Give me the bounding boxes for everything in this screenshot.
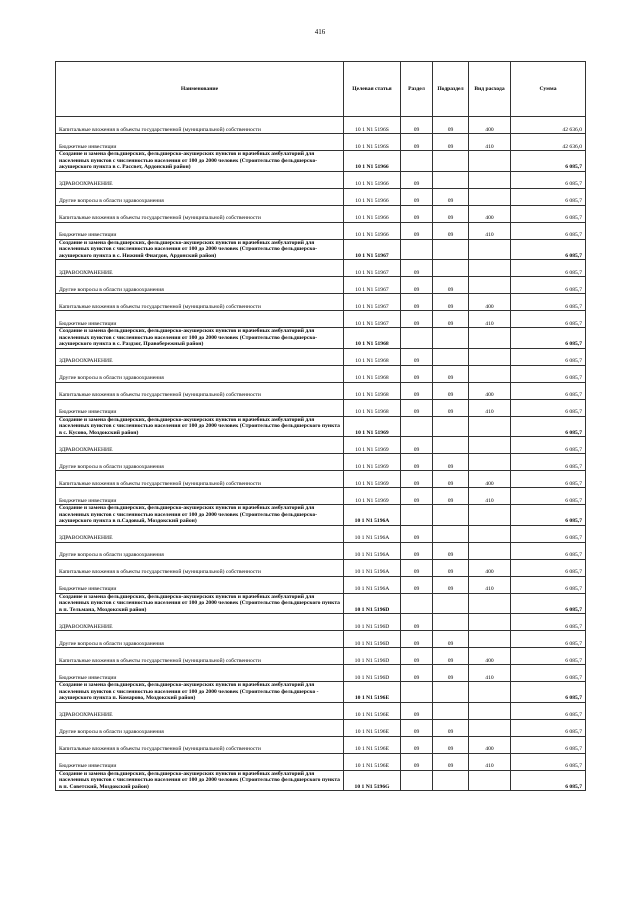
table-row [56, 311, 586, 328]
cell-code: 10 1 N1 51969 [344, 471, 401, 488]
cell-section: 09 [401, 488, 433, 505]
cell-subsection: 09 [433, 399, 469, 416]
cell-subsection: 09 [433, 648, 469, 665]
header-name: Наименование [56, 62, 344, 117]
cell-name: Другие вопросы в области здравоохранения [56, 188, 344, 205]
cell-sum: 6 085,7 [511, 682, 586, 703]
table-row [56, 665, 586, 682]
cell-sum: 6 085,7 [511, 365, 586, 382]
cell-expense-type: 400 [469, 736, 511, 753]
cell-sum: 6 085,7 [511, 488, 586, 505]
cell-subsection [433, 702, 469, 719]
cell-name: ЗДРАВООХРАНЕНИЕ [56, 348, 344, 365]
cell-name: ЗДРАВООХРАНЕНИЕ [56, 525, 344, 542]
cell-expense-type: 410 [469, 399, 511, 416]
cell-subsection [433, 525, 469, 542]
cell-code: 10 1 N1 5196D [344, 614, 401, 631]
cell-code: 10 1 N1 51966 [344, 222, 401, 239]
cell-name: Другие вопросы в области здравоохранения [56, 719, 344, 736]
table-row-group-heading [56, 416, 586, 437]
cell-subsection: 09 [433, 311, 469, 328]
cell-name: Бюджетные инвестиции [56, 753, 344, 770]
table-row [56, 437, 586, 454]
cell-expense-type [469, 239, 511, 260]
cell-expense-type: 410 [469, 576, 511, 593]
table-row [56, 488, 586, 505]
cell-code: 10 1 N1 51968 [344, 382, 401, 399]
cell-section: 09 [401, 559, 433, 576]
cell-code: 10 1 N1 51966 [344, 151, 401, 172]
cell-name: Другие вопросы в области здравоохранения [56, 542, 344, 559]
cell-subsection: 09 [433, 736, 469, 753]
cell-name: ЗДРАВООХРАНЕНИЕ [56, 437, 344, 454]
cell-subsection: 09 [433, 753, 469, 770]
table-row [56, 719, 586, 736]
table-row [56, 614, 586, 631]
cell-expense-type [469, 151, 511, 172]
cell-sum: 6 085,7 [511, 454, 586, 471]
cell-sum: 6 085,7 [511, 614, 586, 631]
cell-expense-type: 410 [469, 488, 511, 505]
header-subsection: Подраздел [433, 62, 469, 117]
cell-section: 09 [401, 736, 433, 753]
cell-subsection [433, 614, 469, 631]
cell-code: 10 1 N1 51969 [344, 416, 401, 437]
cell-expense-type [469, 328, 511, 349]
cell-sum: 6 085,7 [511, 559, 586, 576]
table-row [56, 454, 586, 471]
cell-name: Бюджетные инвестиции [56, 665, 344, 682]
cell-sum: 6 085,7 [511, 294, 586, 311]
cell-sum: 6 085,7 [511, 416, 586, 437]
cell-code: 10 1 N1 5196A [344, 542, 401, 559]
cell-subsection: 09 [433, 117, 469, 134]
cell-section: 09 [401, 348, 433, 365]
table-row [56, 260, 586, 277]
page-number: 416 [314, 28, 326, 36]
table-row [56, 525, 586, 542]
cell-subsection: 09 [433, 188, 469, 205]
cell-subsection [433, 260, 469, 277]
cell-section: 09 [401, 117, 433, 134]
cell-expense-type [469, 525, 511, 542]
cell-name: Создание и замена фельдшерских, фельдшерско-акушерских пунктов и врачебных амбулаторий для населенных пунктов с численностью населения от 100 до 2000 человек (Строительство фельдшерско-акушерского пункта в п.Садовый, Моздокский район) [56, 505, 344, 526]
cell-subsection: 09 [433, 365, 469, 382]
cell-section: 09 [401, 719, 433, 736]
table-row [56, 171, 586, 188]
table-row [56, 277, 586, 294]
cell-name: Создание и замена фельдшерских, фельдшерско-акушерских пунктов и врачебных амбулаторий для населенных пунктов с численностью населения от 100 до 2000 человек (Строительство фельдшерско-акушерского пункта в с. Раздзог, Правобережный район) [56, 328, 344, 349]
cell-section: 09 [401, 260, 433, 277]
cell-code: 10 1 N1 51967 [344, 260, 401, 277]
cell-expense-type: 400 [469, 205, 511, 222]
table-row [56, 631, 586, 648]
cell-name: Другие вопросы в области здравоохранения [56, 454, 344, 471]
cell-name: Капитальные вложения в объекты государственной (муниципальной) собственности [56, 648, 344, 665]
table-row [56, 736, 586, 753]
cell-name: Капитальные вложения в объекты государственной (муниципальной) собственности [56, 117, 344, 134]
cell-subsection [433, 151, 469, 172]
table-row [56, 222, 586, 239]
cell-sum: 6 085,7 [511, 471, 586, 488]
cell-expense-type [469, 416, 511, 437]
cell-name: Создание и замена фельдшерских, фельдшерско-акушерских пунктов и врачебных амбулаторий для населенных пунктов с численностью населения от 100 до 2000 человек (Строительство фельдшерско-акушерского пункта в с. Нижний Фиагдон, Ардонский район) [56, 239, 344, 260]
cell-sum: 6 085,7 [511, 770, 586, 791]
header-section: Раздел [401, 62, 433, 117]
table-row-group-heading [56, 505, 586, 526]
cell-expense-type [469, 348, 511, 365]
cell-sum: 6 085,7 [511, 525, 586, 542]
cell-subsection [433, 505, 469, 526]
cell-name: Капитальные вложения в объекты государственной (муниципальной) собственности [56, 205, 344, 222]
cell-sum: 6 085,7 [511, 311, 586, 328]
cell-subsection: 09 [433, 542, 469, 559]
table-row [56, 188, 586, 205]
cell-code: 10 1 N1 5196A [344, 576, 401, 593]
cell-code: 10 1 N1 5196E [344, 702, 401, 719]
cell-section [401, 682, 433, 703]
cell-expense-type [469, 365, 511, 382]
table-row-group-heading [56, 593, 586, 614]
cell-code: 10 1 N1 51968 [344, 365, 401, 382]
cell-code: 10 1 N1 5196A [344, 505, 401, 526]
cell-name: Бюджетные инвестиции [56, 222, 344, 239]
table-row [56, 117, 586, 134]
cell-sum: 6 085,7 [511, 593, 586, 614]
cell-sum: 42 636,0 [511, 134, 586, 151]
cell-expense-type [469, 454, 511, 471]
cell-code: 10 1 N1 5196D [344, 593, 401, 614]
header-code: Целевая статья [344, 62, 401, 117]
cell-section: 09 [401, 205, 433, 222]
cell-sum: 6 085,7 [511, 399, 586, 416]
cell-expense-type: 400 [469, 382, 511, 399]
cell-subsection: 09 [433, 205, 469, 222]
cell-section: 09 [401, 188, 433, 205]
cell-name: Капитальные вложения в объекты государственной (муниципальной) собственности [56, 736, 344, 753]
cell-name: Бюджетные инвестиции [56, 311, 344, 328]
cell-sum: 6 085,7 [511, 151, 586, 172]
cell-name: Создание и замена фельдшерских, фельдшерско-акушерских пунктов и врачебных амбулаторий для населенных пунктов с численностью населения от 100 до 2000 человек (Строительство фельдшерского пункта в п. Советский, Моздокский район) [56, 770, 344, 791]
cell-code: 10 1 N1 51969 [344, 454, 401, 471]
cell-section: 09 [401, 294, 433, 311]
table-row [56, 648, 586, 665]
table-header-row [56, 62, 586, 117]
cell-sum: 6 085,7 [511, 702, 586, 719]
cell-expense-type [469, 505, 511, 526]
cell-section: 09 [401, 134, 433, 151]
table-row [56, 542, 586, 559]
cell-code: 10 1 N1 5196E [344, 736, 401, 753]
table-row [56, 702, 586, 719]
cell-name: Бюджетные инвестиции [56, 399, 344, 416]
table-row [56, 134, 586, 151]
cell-expense-type [469, 593, 511, 614]
cell-sum: 6 085,7 [511, 736, 586, 753]
cell-name: Бюджетные инвестиции [56, 576, 344, 593]
table-row [56, 559, 586, 576]
cell-expense-type: 400 [469, 648, 511, 665]
cell-name: Бюджетные инвестиции [56, 134, 344, 151]
cell-section [401, 505, 433, 526]
cell-section: 09 [401, 631, 433, 648]
cell-expense-type [469, 631, 511, 648]
table-row [56, 471, 586, 488]
cell-expense-type: 410 [469, 311, 511, 328]
cell-subsection [433, 682, 469, 703]
cell-sum: 6 085,7 [511, 222, 586, 239]
cell-code: 10 1 N1 51967 [344, 239, 401, 260]
cell-code: 10 1 N1 51968 [344, 348, 401, 365]
table-row [56, 205, 586, 222]
cell-code: 10 1 N1 51969 [344, 437, 401, 454]
cell-section [401, 328, 433, 349]
cell-name: Другие вопросы в области здравоохранения [56, 365, 344, 382]
cell-expense-type [469, 614, 511, 631]
cell-sum: 6 085,7 [511, 328, 586, 349]
cell-code: 10 1 N1 5196D [344, 631, 401, 648]
cell-code: 10 1 N1 5196E [344, 719, 401, 736]
cell-name: Бюджетные инвестиции [56, 488, 344, 505]
cell-subsection: 09 [433, 471, 469, 488]
cell-name: Другие вопросы в области здравоохранения [56, 631, 344, 648]
cell-subsection [433, 171, 469, 188]
cell-name: Создание и замена фельдшерских, фельдшерско-акушерских пунктов и врачебных амбулаторий для населенных пунктов с численностью населения от 100 до 2000 человек (Строительство фельдшерского пункта в п. Тельмана, Моздокский район) [56, 593, 344, 614]
cell-section: 09 [401, 437, 433, 454]
cell-code: 10 1 N1 51966 [344, 188, 401, 205]
cell-subsection [433, 593, 469, 614]
cell-expense-type [469, 770, 511, 791]
cell-subsection [433, 770, 469, 791]
cell-subsection: 09 [433, 488, 469, 505]
cell-sum: 6 085,7 [511, 382, 586, 399]
cell-sum: 6 085,7 [511, 348, 586, 365]
cell-sum: 6 085,7 [511, 277, 586, 294]
cell-expense-type: 400 [469, 559, 511, 576]
cell-expense-type: 410 [469, 134, 511, 151]
cell-section: 09 [401, 222, 433, 239]
cell-expense-type [469, 719, 511, 736]
cell-name: ЗДРАВООХРАНЕНИЕ [56, 171, 344, 188]
cell-section: 09 [401, 382, 433, 399]
cell-sum: 6 085,7 [511, 188, 586, 205]
cell-sum: 6 085,7 [511, 437, 586, 454]
cell-sum: 6 085,7 [511, 576, 586, 593]
cell-expense-type [469, 171, 511, 188]
cell-subsection: 09 [433, 294, 469, 311]
cell-expense-type: 410 [469, 222, 511, 239]
table-row-group-heading [56, 328, 586, 349]
cell-name: Капитальные вложения в объекты государственной (муниципальной) собственности [56, 471, 344, 488]
cell-expense-type: 400 [469, 117, 511, 134]
cell-expense-type [469, 542, 511, 559]
table-body [56, 117, 586, 791]
table-row-group-heading [56, 770, 586, 791]
cell-subsection: 09 [433, 719, 469, 736]
cell-expense-type: 410 [469, 665, 511, 682]
cell-name: Создание и замена фельдшерских, фельдшерско-акушерских пунктов и врачебных амбулаторий для населенных пунктов с численностью населения от 100 до 2000 человек (Строительство фельдшерско-акушерского пункта в с. Рассвет, Ардонский район) [56, 151, 344, 172]
cell-expense-type [469, 702, 511, 719]
table-row [56, 382, 586, 399]
cell-section: 09 [401, 702, 433, 719]
cell-sum: 6 085,7 [511, 260, 586, 277]
table-row-group-heading [56, 239, 586, 260]
cell-name: ЗДРАВООХРАНЕНИЕ [56, 702, 344, 719]
cell-name: Создание и замена фельдшерских, фельдшерско-акушерских пунктов и врачебных амбулаторий для населенных пунктов с численностью населения от 100 до 2000 человек (Строительство фельдшерско - акушерского пункта п. Комарово, Моздокский район) [56, 682, 344, 703]
cell-sum: 6 085,7 [511, 753, 586, 770]
cell-section: 09 [401, 171, 433, 188]
cell-name: Другие вопросы в области здравоохранения [56, 277, 344, 294]
cell-subsection: 09 [433, 382, 469, 399]
cell-expense-type [469, 188, 511, 205]
cell-section [401, 416, 433, 437]
cell-section: 09 [401, 542, 433, 559]
cell-section: 09 [401, 277, 433, 294]
table-row-group-heading [56, 682, 586, 703]
cell-sum: 6 085,7 [511, 648, 586, 665]
cell-subsection: 09 [433, 631, 469, 648]
cell-code: 10 1 N1 5196E [344, 682, 401, 703]
cell-expense-type [469, 682, 511, 703]
cell-sum: 6 085,7 [511, 631, 586, 648]
cell-name: ЗДРАВООХРАНЕНИЕ [56, 614, 344, 631]
header-sum: Сумма [511, 62, 586, 117]
cell-expense-type [469, 437, 511, 454]
cell-code: 10 1 N1 51967 [344, 311, 401, 328]
cell-code: 10 1 N1 51968 [344, 399, 401, 416]
cell-section [401, 593, 433, 614]
cell-subsection [433, 328, 469, 349]
cell-expense-type [469, 277, 511, 294]
cell-subsection: 09 [433, 277, 469, 294]
table-row-group-heading [56, 151, 586, 172]
cell-subsection: 09 [433, 576, 469, 593]
cell-section: 09 [401, 525, 433, 542]
cell-code: 10 1 N1 5196A [344, 559, 401, 576]
table-row [56, 399, 586, 416]
header-expense-type: Вид расхода [469, 62, 511, 117]
cell-name: Создание и замена фельдшерских, фельдшерско-акушерских пунктов и врачебных амбулаторий для населенных пунктов с численностью населения от 100 до 2000 человек (Строительство фельдшерского пункта в с. Кусово, Моздокский район) [56, 416, 344, 437]
cell-subsection: 09 [433, 134, 469, 151]
cell-name: Капитальные вложения в объекты государственной (муниципальной) собственности [56, 382, 344, 399]
table-row [56, 365, 586, 382]
cell-code: 10 1 N1 51968 [344, 328, 401, 349]
cell-section: 09 [401, 311, 433, 328]
cell-section [401, 151, 433, 172]
cell-section: 09 [401, 576, 433, 593]
cell-subsection: 09 [433, 454, 469, 471]
cell-code: 10 1 N1 5196E [344, 753, 401, 770]
cell-code: 10 1 N1 5196D [344, 648, 401, 665]
cell-sum: 6 085,7 [511, 205, 586, 222]
cell-subsection [433, 437, 469, 454]
cell-code: 10 1 N1 5196A [344, 525, 401, 542]
cell-code: 10 1 N1 5196S [344, 117, 401, 134]
cell-code: 10 1 N1 51966 [344, 205, 401, 222]
table-row [56, 294, 586, 311]
cell-expense-type [469, 260, 511, 277]
cell-subsection [433, 416, 469, 437]
cell-section: 09 [401, 665, 433, 682]
cell-expense-type: 400 [469, 294, 511, 311]
cell-subsection: 09 [433, 665, 469, 682]
cell-sum: 6 085,7 [511, 171, 586, 188]
table-row [56, 348, 586, 365]
table-row [56, 576, 586, 593]
cell-sum: 6 085,7 [511, 542, 586, 559]
budget-table [55, 61, 586, 791]
cell-section: 09 [401, 648, 433, 665]
cell-code: 10 1 N1 5196S [344, 134, 401, 151]
cell-subsection [433, 239, 469, 260]
table-row [56, 753, 586, 770]
cell-expense-type: 410 [469, 753, 511, 770]
cell-section [401, 770, 433, 791]
cell-section: 09 [401, 753, 433, 770]
cell-code: 10 1 N1 51967 [344, 294, 401, 311]
cell-code: 10 1 N1 51969 [344, 488, 401, 505]
cell-sum: 6 085,7 [511, 665, 586, 682]
cell-section: 09 [401, 365, 433, 382]
cell-subsection: 09 [433, 559, 469, 576]
cell-section [401, 239, 433, 260]
cell-name: Капитальные вложения в объекты государственной (муниципальной) собственности [56, 294, 344, 311]
cell-code: 10 1 N1 5196D [344, 665, 401, 682]
cell-section: 09 [401, 399, 433, 416]
cell-code: 10 1 N1 51966 [344, 171, 401, 188]
cell-section: 09 [401, 454, 433, 471]
cell-sum: 6 085,7 [511, 719, 586, 736]
cell-subsection [433, 348, 469, 365]
cell-name: Капитальные вложения в объекты государственной (муниципальной) собственности [56, 559, 344, 576]
cell-section: 09 [401, 471, 433, 488]
cell-sum: 42 636,0 [511, 117, 586, 134]
cell-section: 09 [401, 614, 433, 631]
cell-sum: 6 085,7 [511, 505, 586, 526]
cell-subsection: 09 [433, 222, 469, 239]
cell-sum: 6 085,7 [511, 239, 586, 260]
cell-code: 10 1 N1 51967 [344, 277, 401, 294]
cell-code: 10 1 N1 5196G [344, 770, 401, 791]
cell-expense-type: 400 [469, 471, 511, 488]
cell-name: ЗДРАВООХРАНЕНИЕ [56, 260, 344, 277]
